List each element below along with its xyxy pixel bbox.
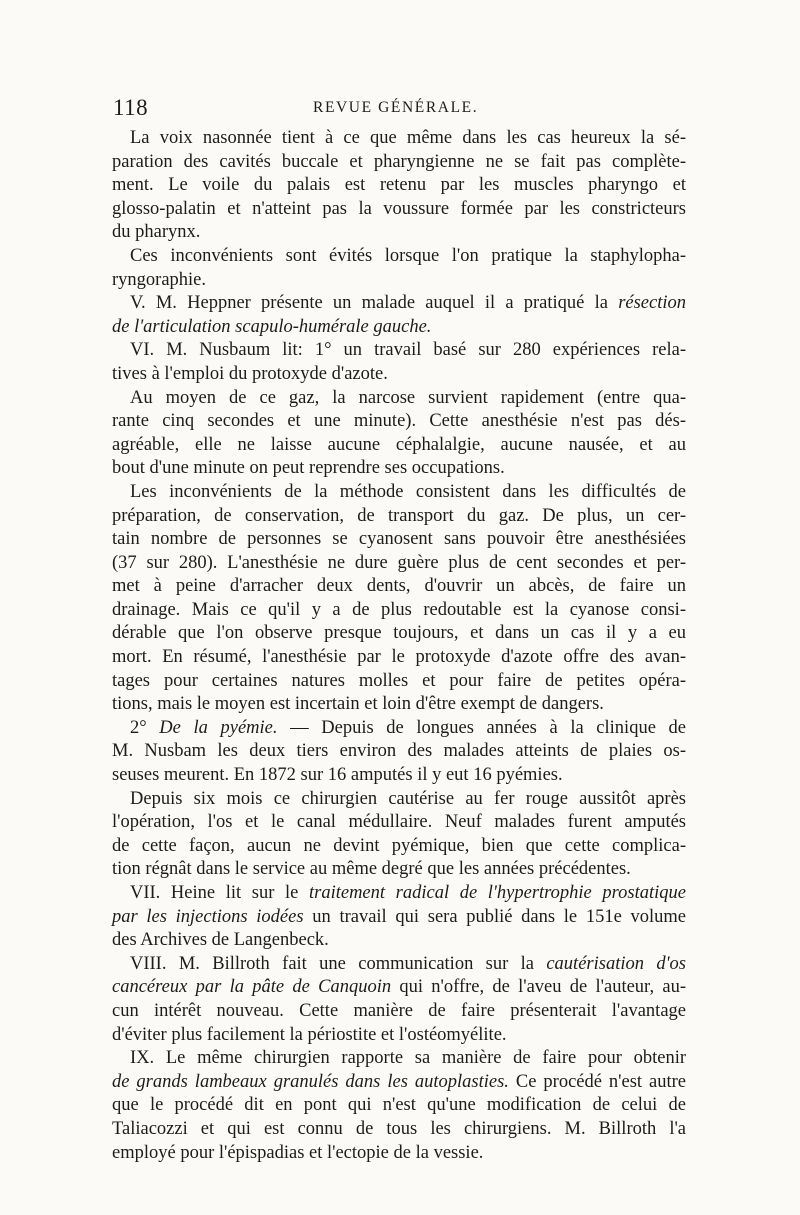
text-line-row bbox=[112, 740, 686, 764]
text-line: paration des cavités buccale et pharyngienne ne se fait pas complète- bbox=[112, 151, 686, 172]
text-line: VI. M. Nusbaum lit: 1° un travail basé sur 280 expériences rela- bbox=[130, 340, 686, 361]
text-line: ryngoraphie. bbox=[112, 269, 207, 290]
text-line: met à peine d'arracher deux dents, d'ouvrir un abcès, de faire un bbox=[112, 576, 686, 597]
running-title: REVUE GÉNÉRALE. bbox=[313, 99, 479, 116]
paragraph-voix-nasonnee bbox=[112, 127, 686, 151]
italic-text: cancéreux par la pâte de Canquoin bbox=[112, 977, 392, 998]
text-line-row bbox=[112, 1000, 686, 1024]
text-line: Ce procédé n'est autre bbox=[508, 1071, 687, 1092]
text-line: employé pour l'épispadias et l'ectopie de la vessie. bbox=[112, 1142, 484, 1163]
italic-text: traitement radical de l'hypertrophie prostatique bbox=[308, 883, 686, 903]
text-line: qui n'offre, de l'aveu de l'auteur, au- bbox=[391, 977, 687, 998]
text-line-row bbox=[112, 410, 686, 434]
text-line: des Archives de Langenbeck. bbox=[112, 930, 329, 951]
text-line-row bbox=[112, 221, 686, 245]
text-line-row bbox=[112, 151, 686, 175]
paragraph-inconvenients bbox=[112, 481, 686, 505]
italic-text: résection bbox=[618, 293, 686, 314]
text-line: Ces inconvénients sont évités lorsque l'on pratique la staphylopha- bbox=[130, 245, 686, 266]
text-line-row bbox=[112, 316, 686, 340]
text-line-row bbox=[112, 575, 686, 599]
paragraph-heppner bbox=[112, 292, 686, 316]
paragraph-cauterisation bbox=[112, 788, 686, 812]
text-line-row bbox=[112, 976, 686, 1000]
text-line-row bbox=[112, 505, 686, 529]
text-line-row bbox=[112, 457, 686, 481]
italic-text: De la pyémie. bbox=[159, 717, 278, 738]
text-line-row bbox=[112, 269, 686, 293]
text-line: drainage. Mais ce qu'il y a de plus redoutable est la cyanose consi- bbox=[112, 599, 686, 620]
italic-text: cautérisation d'os bbox=[546, 953, 686, 974]
text-line-row bbox=[112, 1071, 686, 1095]
text-line: Les inconvénients de la méthode consistent dans les difficultés de bbox=[130, 481, 686, 502]
text-line-row bbox=[112, 646, 686, 670]
text-line-row bbox=[112, 198, 686, 222]
text-line: glosso-palatin et n'atteint pas la voussure formée par les constricteurs bbox=[112, 198, 686, 219]
text-line: VIII. M. Billroth fait une communication sur la bbox=[130, 953, 547, 974]
paragraph-billroth bbox=[112, 953, 686, 977]
text-line: — Depuis de longues années à la clinique de bbox=[277, 717, 686, 738]
text-line: du pharynx. bbox=[112, 222, 201, 243]
text-line: tages pour certaines natures molles et pour faire de petites opéra- bbox=[112, 670, 686, 691]
text-line-row bbox=[112, 858, 686, 882]
text-line: VII. Heine lit sur le bbox=[130, 883, 309, 903]
paragraph-heine bbox=[112, 882, 686, 906]
text-line-row bbox=[112, 693, 686, 717]
text-line: M. Nusbam les deux tiers environ des malades atteints de plaies os- bbox=[112, 741, 686, 762]
italic-text: de l'articulation scapulo-humérale gauche. bbox=[112, 316, 432, 337]
text-line: Depuis six mois ce chirurgien cautérise au fer rouge aussitôt après bbox=[130, 788, 686, 809]
text-line: Au moyen de ce gaz, la narcose survient rapidement (entre qua- bbox=[130, 387, 686, 408]
paragraph-staphylopharyngoraphie bbox=[112, 245, 686, 269]
text-line: d'éviter plus facilement la périostite et l'ostéomyélite. bbox=[112, 1024, 507, 1045]
text-line: préparation, de conservation, de transport du gaz. De plus, un cer- bbox=[112, 505, 686, 526]
text-line: dérable que l'on observe presque toujours, et dans un cas il y a eu bbox=[112, 623, 686, 644]
text-line: tain nombre de personnes se cyanosent sans pouvoir être anesthésiées bbox=[112, 529, 686, 550]
text-line: 2° bbox=[130, 717, 160, 738]
text-line: rante cinq secondes et une minute). Cette anesthésie n'est pas dés- bbox=[112, 411, 686, 432]
text-line: V. M. Heppner présente un malade auquel il a pratiqué la bbox=[130, 293, 619, 314]
text-line-row bbox=[112, 363, 686, 387]
paragraph-narcose bbox=[112, 387, 686, 411]
text-line: IX. Le même chirurgien rapporte sa manière de faire pour obtenir bbox=[130, 1048, 686, 1069]
page-header bbox=[113, 95, 685, 121]
text-line: tion régnât dans le service au même degré que les années précédentes. bbox=[112, 859, 631, 880]
text-line-row bbox=[112, 835, 686, 859]
article-body bbox=[112, 127, 686, 1165]
text-line-row bbox=[112, 434, 686, 458]
text-line: (37 sur 280). L'anesthésie ne dure guère plus de cent secondes et per- bbox=[112, 552, 686, 573]
text-line-row bbox=[112, 552, 686, 576]
paragraph-nusbaum bbox=[112, 339, 686, 363]
text-line: tives à l'emploi du protoxyde d'azote. bbox=[112, 363, 388, 384]
text-line-row bbox=[112, 1024, 686, 1048]
page-number: 118 bbox=[113, 95, 149, 120]
text-line-row bbox=[112, 528, 686, 552]
text-line: mort. En résumé, l'anesthésie par le protoxyde d'azote offre des avan- bbox=[112, 647, 686, 668]
text-line: bout d'une minute on peut reprendre ses occupations. bbox=[112, 458, 505, 479]
paragraph-pyemie bbox=[112, 717, 686, 741]
text-line-row bbox=[112, 811, 686, 835]
text-line: La voix nasonnée tient à ce que même dans les cas heureux la sé- bbox=[130, 128, 686, 148]
text-line-row bbox=[112, 764, 686, 788]
text-line-row bbox=[112, 1142, 686, 1166]
italic-text: de grands lambeaux granulés dans les autoplasties. bbox=[112, 1071, 509, 1092]
text-line: un travail qui sera publié dans le 151e volume bbox=[303, 906, 686, 927]
text-line: que le procédé dit en pont qui n'est qu'une modification de celui de bbox=[112, 1095, 686, 1116]
text-line-row bbox=[112, 1118, 686, 1142]
paragraph-lambeaux bbox=[112, 1047, 686, 1071]
text-line-row bbox=[112, 670, 686, 694]
text-line-row bbox=[112, 1094, 686, 1118]
text-line-row bbox=[112, 599, 686, 623]
text-line-row bbox=[112, 622, 686, 646]
text-line: l'opération, l'os et le canal médullaire. Neuf malades furent amputés bbox=[112, 812, 686, 833]
text-line-row bbox=[112, 174, 686, 198]
text-line: Taliacozzi et qui est connu de tous les chirurgiens. M. Billroth l'a bbox=[112, 1118, 686, 1139]
text-line: agréable, elle ne laisse aucune céphalalgie, aucune nausée, et au bbox=[112, 434, 686, 455]
text-line-row bbox=[112, 906, 686, 930]
text-line: de cette façon, aucun ne devint pyémique, bien que cette complica- bbox=[112, 835, 686, 856]
text-line: cun intérêt nouveau. Cette manière de faire présenterait l'avantage bbox=[112, 1000, 686, 1021]
text-line: ment. Le voile du palais est retenu par les muscles pharyngo et bbox=[112, 175, 686, 196]
text-line: tions, mais le moyen est incertain et loin d'être exempt de dangers. bbox=[112, 694, 604, 715]
text-line-row bbox=[112, 929, 686, 953]
text-line: seuses meurent. En 1872 sur 16 amputés il y eut 16 pyémies. bbox=[112, 765, 563, 786]
italic-text: par les injections iodées bbox=[112, 906, 304, 927]
